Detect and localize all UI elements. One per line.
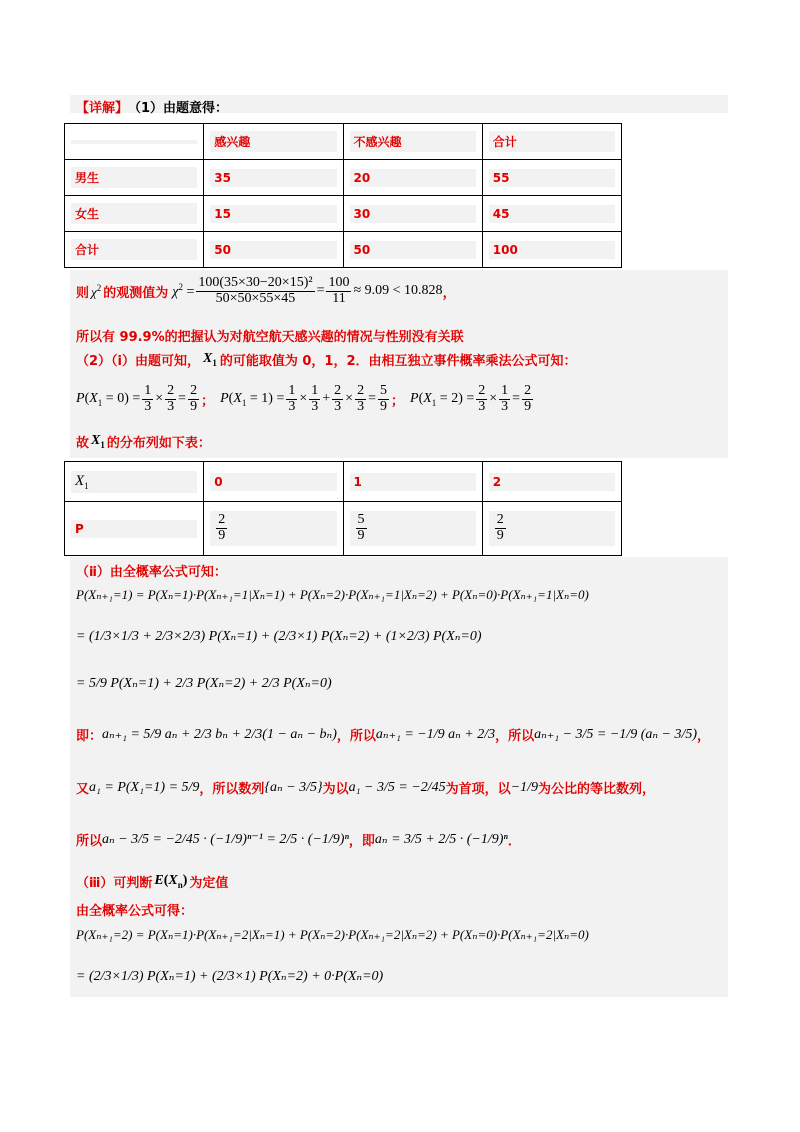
table-cell: 35 xyxy=(204,160,343,196)
heading-part1: （1）由题意得： xyxy=(128,101,229,116)
distribution-table xyxy=(64,461,622,556)
table-cell: 15 xyxy=(204,196,343,232)
recurrence-line: 即： aₙ₊₁ = 5/9 aₙ + 2/3 bₙ + 2/3(1 − aₙ − bₙ) ，所以 aₙ₊₁ = −1/9 aₙ + 2/3 ，所以 aₙ₊₁ − 3/5 = −1/9 (aₙ − 3/5) ， xyxy=(76,727,711,744)
equation: = 5/9 P(Xₙ=1) + 2/3 P(Xₙ=2) + 2/3 P(Xₙ=0) xyxy=(76,676,332,691)
table-cell: $\frac{2}{9}$ xyxy=(482,502,621,556)
table-cell: 0 xyxy=(204,462,343,502)
table-cell: 女生 xyxy=(65,196,204,232)
table-cell: 30 xyxy=(343,196,482,232)
chi-fraction-simplified: $\frac{100}{11}$ xyxy=(328,275,350,306)
table-cell: 50 xyxy=(204,232,343,268)
equation: P(Xₙ₊₁=1) = P(Xₙ=1)·P(Xₙ₊₁=1|Xₙ=1) + P(Xₙ=2)·P(Xₙ₊₁=1|Xₙ=2) + P(Xₙ=0)·P(Xₙ₊₁=1|Xₙ=0) xyxy=(76,587,589,602)
sequence-line: 又 a₁ = P(X₁=1) = 5/9 ，所以数列 {aₙ − 3/5} 为以 a₁ − 3/5 = −2/45 为首项，以 −1/9 为公比的等比数列， xyxy=(76,779,656,797)
chi-fraction: $\frac{\text{100(35×30−20×15)²}}{50\times 50\times 55\times 45}$ xyxy=(198,275,313,306)
table-cell: 45 xyxy=(482,196,621,232)
probability-line: $P(X_1 = 0)$ = $\frac{1}{3}$ × $\frac{2}{3}$ = $\frac{2}{9}$ ； $P(X_1 = 1)$ = $\frac{1}{3}$ × $\frac{1}{3}$ + $\frac{2}{3}$ × $\frac{2}{3}$ = $\frac{5}{9}$ ； $P(X_1 = 2)$ = $\frac{2}{3}$ × $\frac{1}{3}$ = $\frac{2}{9}$ xyxy=(76,383,532,414)
table-row xyxy=(65,160,622,196)
table-row xyxy=(65,124,622,160)
table-cell: 100 xyxy=(482,232,621,268)
part2-intro: （2）（ⅰ）由题可知， $X_1$ 的可能取值为 0，1，2．由相互独立事件概率乘法公式可知： xyxy=(76,351,577,369)
chi-square-line: 则 $\chi^2$ 的观测值为 $\chi^2$ = $\frac{\text{100(35×30−20×15)²}}{50\times 50\times 55\times 45}$ = $\frac{100}{11}$ ≈ 9.09 < 10.828 ， xyxy=(76,275,456,306)
chi-symbol: $\chi^2$ xyxy=(91,282,102,299)
conclusion-1: 所以有 99.9%的把握认为对航空航天感兴趣的情况与性别没有关联 xyxy=(76,330,464,345)
table-cell: 感兴趣 xyxy=(204,124,343,160)
equation: P(Xₙ₊₁=2) = P(Xₙ=1)·P(Xₙ₊₁=2|Xₙ=1) + P(Xₙ=2)·P(Xₙ₊₁=2|Xₙ=2) + P(Xₙ=0)·P(Xₙ₊₁=2|Xₙ=0) xyxy=(76,927,589,942)
table-cell xyxy=(65,124,204,160)
table-cell: 20 xyxy=(343,160,482,196)
equation: = (1/3×1/3 + 2/3×2/3) P(Xₙ=1) + (2/3×1) P(Xₙ=2) + (1×2/3) P(Xₙ=0) xyxy=(76,629,482,644)
part2iii-title: （ⅲ）可判断 $E(X_n)$ 为定值 xyxy=(76,873,229,891)
general-term-line: 所以 aₙ − 3/5 = −2/45 · (−1/9)ⁿ⁻¹ = 2/5 · (−1/9)ⁿ ，即 aₙ = 3/5 + 2/5 · (−1/9)ⁿ ． xyxy=(76,832,521,849)
table-row xyxy=(65,196,622,232)
table-cell: P xyxy=(65,502,204,556)
part2iii-sub: 由全概率公式可得： xyxy=(76,904,194,919)
table-row xyxy=(65,232,622,268)
heading-label: 【详解】 xyxy=(76,101,129,116)
distribution-intro: 故 $X_1$ 的分布列如下表： xyxy=(76,433,211,451)
table-cell: 合计 xyxy=(482,124,621,160)
table-cell: 不感兴趣 xyxy=(343,124,482,160)
table-cell: 1 xyxy=(343,462,482,502)
equation: = (2/3×1/3) P(Xₙ=1) + (2/3×1) P(Xₙ=2) + 0·P(Xₙ=0) xyxy=(76,969,384,984)
table-cell: 50 xyxy=(343,232,482,268)
table-cell: 男生 xyxy=(65,160,204,196)
part2ii-title: （ⅱ）由全概率公式可知： xyxy=(76,565,227,580)
contingency-table xyxy=(64,123,622,268)
table-cell: 55 xyxy=(482,160,621,196)
table-row xyxy=(65,502,622,556)
table-row xyxy=(65,462,622,502)
table-cell: 2 xyxy=(482,462,621,502)
table-cell: $\frac{2}{9}$ xyxy=(204,502,343,556)
table-cell: 合计 xyxy=(65,232,204,268)
heading xyxy=(76,97,228,116)
table-cell: $X_1$ xyxy=(65,462,204,502)
table-cell: $\frac{5}{9}$ xyxy=(343,502,482,556)
